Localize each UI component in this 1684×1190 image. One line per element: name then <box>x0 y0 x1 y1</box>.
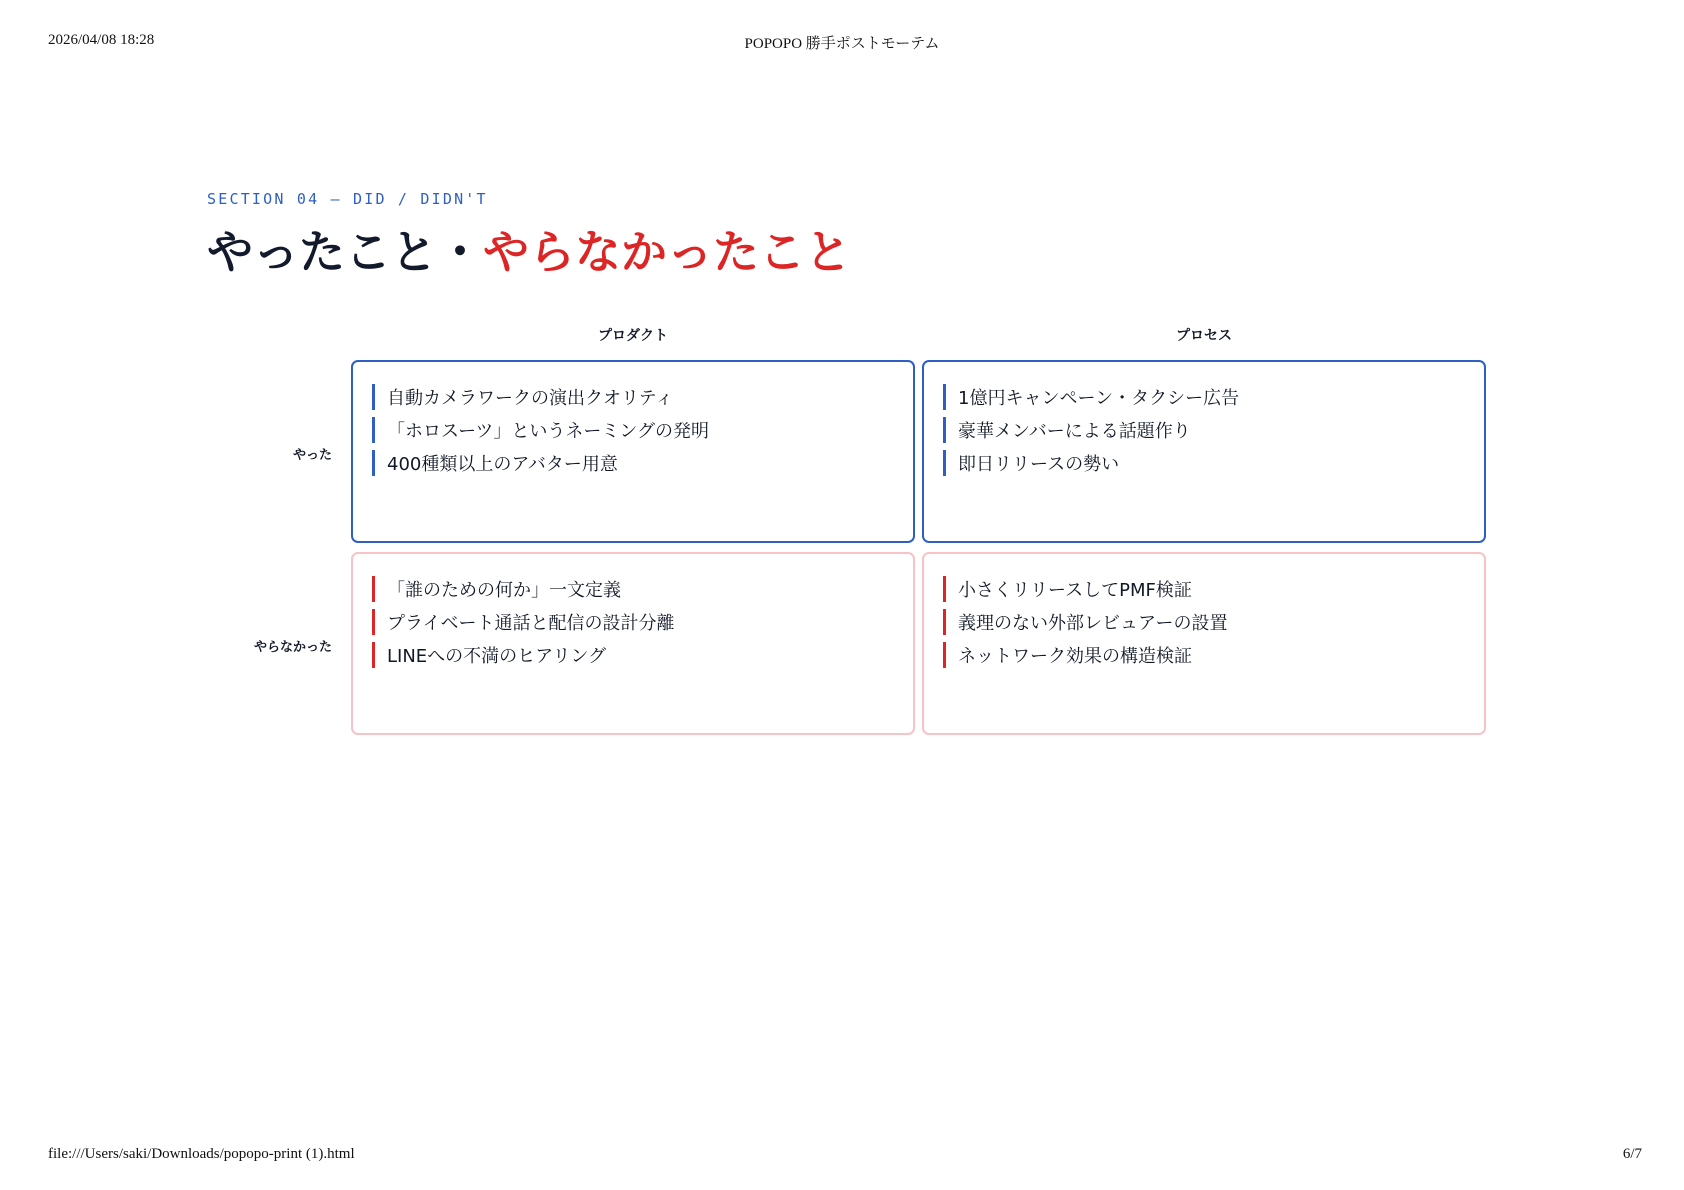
item-text: 小さくリリースしてPMF検証 <box>958 579 1192 601</box>
item-marker <box>943 576 946 602</box>
item-text: 「ホロスーツ」というネーミングの発明 <box>387 420 710 442</box>
list-item <box>943 413 1464 446</box>
matrix-cell-didnt-process <box>922 552 1486 735</box>
title-didnt: やらなかったこと <box>483 225 851 279</box>
title-did: やったこと・ <box>207 225 483 279</box>
list-item <box>372 380 893 413</box>
item-text: プライベート通話と配信の設計分離 <box>387 612 675 634</box>
matrix-cell-didnt-product <box>351 552 915 735</box>
item-marker <box>372 609 375 635</box>
item-text: 「誰のための何か」一文定義 <box>387 579 621 601</box>
item-text: 豪華メンバーによる話題作り <box>958 420 1191 442</box>
print-footer-page-number: 6/7 <box>1622 1146 1642 1162</box>
item-marker <box>372 642 375 668</box>
item-marker <box>372 576 375 602</box>
item-marker <box>943 609 946 635</box>
column-header-product: プロダクト <box>598 328 668 344</box>
list-item <box>372 638 893 671</box>
item-text: 1億円キャンペーン・タクシー広告 <box>958 387 1240 409</box>
item-marker <box>943 642 946 668</box>
row-header-didnt: やらなかった <box>253 640 332 655</box>
print-header-title: POPOPO 勝手ポストモーテム <box>744 36 940 52</box>
list-item <box>943 446 1464 479</box>
list-item <box>943 638 1464 671</box>
item-text: ネットワーク効果の構造検証 <box>958 645 1192 667</box>
print-header-date: 2026/04/08 18:28 <box>48 32 155 48</box>
row-header-did: やった <box>292 448 332 463</box>
page-title <box>207 226 851 279</box>
list-item <box>943 605 1464 638</box>
list-item <box>372 605 893 638</box>
print-footer-url: file:///Users/saki/Downloads/popopo-print (1).html <box>48 1146 355 1162</box>
matrix-cell-did-product <box>351 360 915 543</box>
matrix-cell-did-process <box>922 360 1486 543</box>
column-header-process: プロセス <box>1176 328 1232 344</box>
item-text: 義理のない外部レビュアーの設置 <box>958 612 1228 634</box>
item-text: 自動カメラワークの演出クオリティ <box>387 387 674 409</box>
item-marker <box>943 384 946 410</box>
item-marker <box>372 450 375 476</box>
section-label: SECTION 04 — DID / DIDN'T <box>207 190 488 208</box>
item-marker <box>372 384 375 410</box>
item-marker <box>372 417 375 443</box>
list-item <box>372 446 893 479</box>
item-marker <box>943 417 946 443</box>
list-item <box>943 572 1464 605</box>
item-text: 400種類以上のアバター用意 <box>387 453 618 475</box>
list-item <box>943 380 1464 413</box>
list-item <box>372 413 893 446</box>
list-item <box>372 572 893 605</box>
item-marker <box>943 450 946 476</box>
item-text: 即日リリースの勢い <box>958 453 1120 475</box>
item-text: LINEへの不満のヒアリング <box>387 645 607 667</box>
